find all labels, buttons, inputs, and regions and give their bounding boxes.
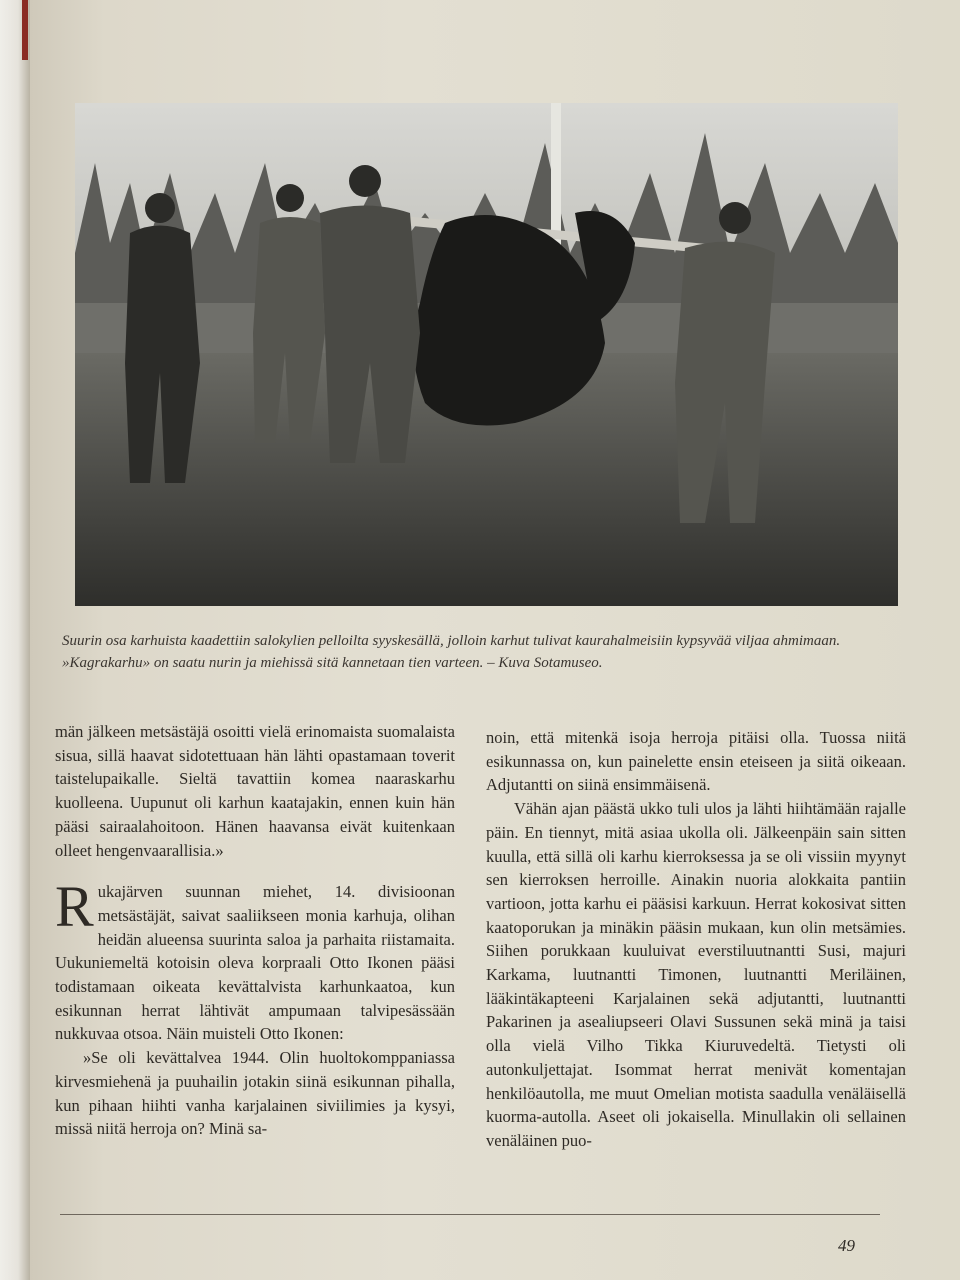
paragraph-text: ukajärven suunnan miehet, 14. divisioonan metsästäjät, saivat saaliikseen monia karhuja, olihan heidän alueensa suurinta saloa ja parhaita riistamaita. Uukuniemeltä kotoisin oleva korpraali Otto Ikonen pääsi todistamaan oikeata kevättalvista karhunkaatoa, kun esikunnan herrat lähtivät ampumaan talvipesässään nukkuvaa otsoa. Näin muisteli Otto Ikonen: bbox=[55, 882, 455, 1044]
paragraph-gap bbox=[55, 862, 455, 880]
dropcap-letter: R bbox=[55, 874, 94, 940]
paragraph: noin, että mitenkä isoja herroja pitäisi olla. Tuossa niitä esikunnassa on, kun painelette ensin eteiseen ja siitä oikeaan. Adjutantti on siinä ensimmäisenä. bbox=[486, 728, 906, 795]
photo-caption: Suurin osa karhuista kaadettiin salokylien pelloilta syyskesällä, jolloin karhut tulivat kaurahalmeisiin kypsyvää viljaa ahmimaan. »Kagrakarhu» on saatu nurin ja miehissä sitä kannetaan tien varteen. – Kuva Sotamuseo. bbox=[62, 633, 841, 671]
photo-bear-carriers bbox=[75, 103, 898, 606]
paragraph: Vähän ajan päästä ukko tuli ulos ja lähti hiihtämään rajalle päin. En tiennyt, mitä asiaa ukolla oli. Jälkeenpäin sain sitten kuulla, että sillä oli karhu kierroksessa ja se oli vissiin myynyt sen kierroksen herroille. Ainakin nuoria alokkaita pantiin vartioon, jotta karhu ei pääsisi karkuun. Herrat kokosivat sitten kaatoporukan ja minäkin pääsin mukaan, kun olin metsämies. Siihen porukkaan kuuluivat everstiluutnantti Susi, majuri Karkama, luutnantti Timonen, luutnantti Meriläinen, lääkintäkapteeni Karjalainen sekä adjutantti, luutnantti Pakarinen ja asealiupseeri Olavi Sussunen sekä minä ja taisi olla vielä Vilho Tikka Kiuruvedeltä. Tietysti oli autonkuljettajat. Isommat herrat menivät komentajan henkilöautolla, me muut Omelian motista saadulla venäläisellä kuorma-autolla. Aseet oli jokaisella. Minullakin oli sellainen venäläinen puo- bbox=[486, 799, 906, 1150]
footer-rule bbox=[60, 1214, 880, 1215]
book-spine bbox=[0, 0, 30, 1280]
book-spine-edge bbox=[22, 0, 28, 60]
page-number: 49 bbox=[838, 1236, 855, 1255]
paragraph: män jälkeen metsästäjä osoitti vielä erinomaista suomalaista sisua, sillä haavat sidotettuaan hän lähti opastamaan toverit taistelupaikalle. Sieltä tavattiin komea naaraskarhu kuolleena. Uupunut oli karhun kaatajakin, ennen kuin hän pääsi sairaalahoitoon. Hänen haavansa eivät kuitenkaan olleet hengenvaarallisia.» bbox=[55, 722, 455, 860]
paragraph-with-dropcap bbox=[55, 874, 455, 1046]
text-column-right bbox=[486, 726, 906, 1153]
paragraph: »Se oli kevättalvea 1944. Olin huoltokomppaniassa kirvesmiehenä ja puuhailin jotakin siinä esikunnan pihalla, kun pihaan hiihti vanha karjalainen siviilimies ja kysyi, missä niitä herroja on? Minä sa- bbox=[55, 1048, 455, 1139]
text-column-left bbox=[55, 720, 455, 1141]
photo-illustration bbox=[75, 103, 898, 606]
